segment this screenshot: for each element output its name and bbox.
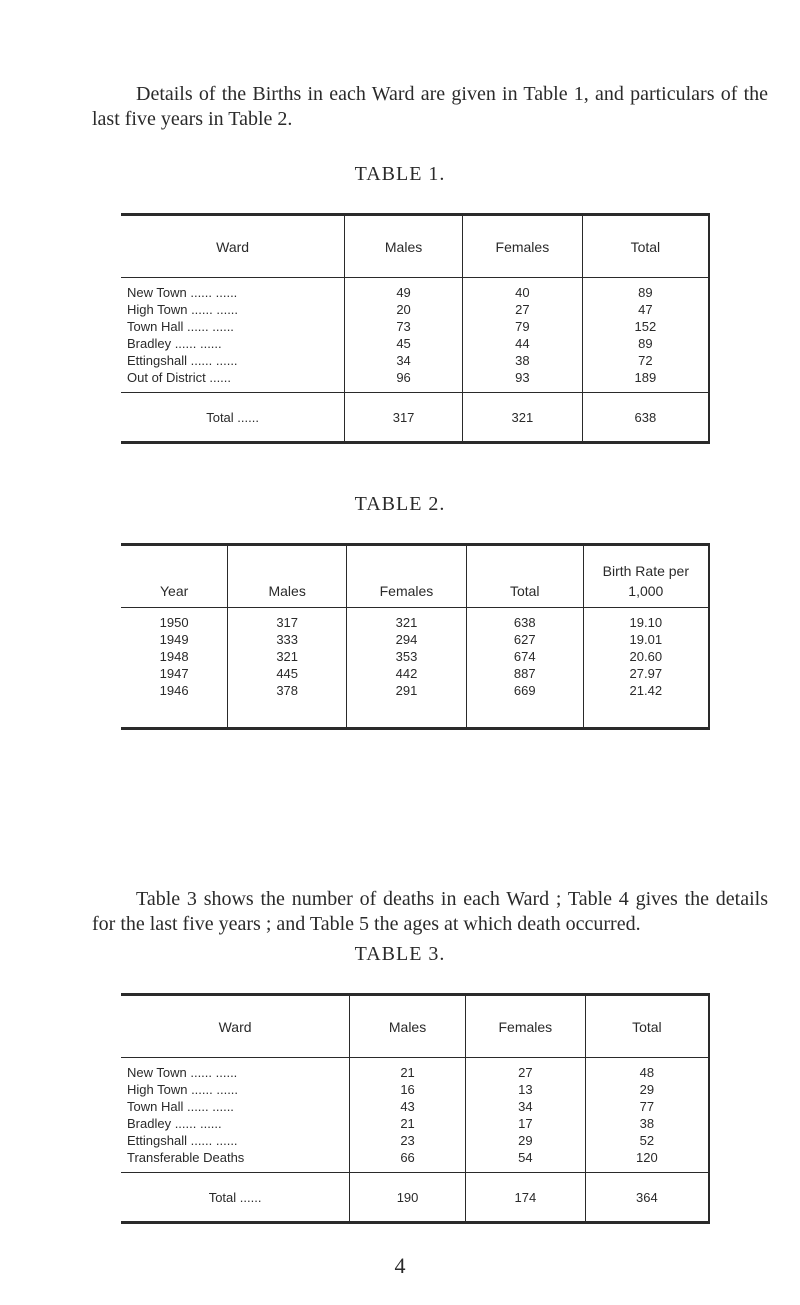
males-value: 49 — [345, 278, 463, 302]
males-value: 23 — [350, 1132, 466, 1149]
column-header-total: Total — [585, 995, 709, 1058]
deaths-paragraph: Table 3 shows the number of deaths in each Ward ; Table 4 gives the details for the last five years ; and Table 5 the ages at which death occurred. — [92, 888, 768, 935]
females-value: 44 — [462, 335, 582, 352]
females-value: 79 — [462, 318, 582, 335]
total-value: 89 — [582, 335, 709, 352]
ward-name: Transferable Deaths — [127, 1150, 245, 1165]
total-males: 190 — [350, 1173, 466, 1223]
table3-caption: TABLE 3. — [354, 943, 446, 965]
total-value: 887 — [466, 665, 583, 682]
column-header-ward: Ward — [121, 215, 345, 278]
males-value: 21 — [350, 1115, 466, 1132]
total-males: 317 — [345, 393, 463, 443]
ward-name: High Town ...... ...... — [127, 302, 239, 317]
females-value: 27 — [465, 1058, 585, 1082]
total-label: Total ...... — [121, 393, 345, 443]
total-females: 174 — [465, 1173, 585, 1223]
females-value: 291 — [347, 682, 467, 729]
females-value: 38 — [462, 352, 582, 369]
females-value: 294 — [347, 631, 467, 648]
males-value: 45 — [345, 335, 463, 352]
females-value: 54 — [465, 1149, 585, 1173]
total-row — [121, 1173, 709, 1223]
total-value: 38 — [585, 1115, 709, 1132]
males-value: 20 — [345, 301, 463, 318]
year-value: 1946 — [159, 683, 189, 698]
year-value: 1947 — [159, 666, 189, 681]
males-value: 16 — [350, 1081, 466, 1098]
column-header-total: Total — [582, 215, 709, 278]
ward-name: Town Hall ...... ...... — [127, 319, 234, 334]
females-value: 442 — [347, 665, 467, 682]
ward-name: New Town ...... ...... — [127, 1065, 238, 1080]
table-row — [121, 1098, 709, 1115]
total-value: 29 — [585, 1081, 709, 1098]
table1-caption: TABLE 1. — [354, 163, 446, 185]
ward-name: High Town ...... ...... — [127, 1082, 239, 1097]
total-value: 627 — [466, 631, 583, 648]
males-value: 73 — [345, 318, 463, 335]
males-value: 96 — [345, 369, 463, 393]
intro-paragraph: Details of the Births in each Ward are given in Table 1, and particulars of the last five years in Table 2. — [92, 83, 768, 130]
females-value: 17 — [465, 1115, 585, 1132]
females-value: 34 — [465, 1098, 585, 1115]
table-row — [121, 278, 709, 302]
column-header-males: Males — [228, 545, 347, 608]
females-value: 29 — [465, 1132, 585, 1149]
column-header-birth-rate: Birth Rate per 1,000 — [583, 545, 709, 608]
table-row — [121, 352, 709, 369]
ward-name: Out of District ...... — [127, 370, 232, 385]
total-value: 52 — [585, 1132, 709, 1149]
table3-deaths-by-ward — [121, 993, 710, 1224]
males-value: 66 — [350, 1149, 466, 1173]
total-row — [121, 393, 709, 443]
column-header-females: Females — [462, 215, 582, 278]
birth-rate-value: 27.97 — [583, 665, 709, 682]
ward-name: Ettingshall ...... ...... — [127, 353, 238, 368]
year-value: 1949 — [159, 632, 189, 647]
total-value: 89 — [582, 278, 709, 302]
total-value: 674 — [466, 648, 583, 665]
table1-births-by-ward — [121, 213, 710, 444]
total-label: Total ...... — [121, 1173, 350, 1223]
column-header-males: Males — [350, 995, 466, 1058]
table2-caption: TABLE 2. — [354, 493, 446, 515]
table-row — [121, 608, 709, 632]
column-header-females: Females — [347, 545, 467, 608]
females-value: 93 — [462, 369, 582, 393]
ward-name: Bradley ...... ...... — [127, 1116, 222, 1131]
year-value: 1950 — [159, 615, 189, 630]
table-row — [121, 1058, 709, 1082]
table-row — [121, 1115, 709, 1132]
females-value: 353 — [347, 648, 467, 665]
table-row — [121, 335, 709, 352]
males-value: 333 — [228, 631, 347, 648]
table-row — [121, 648, 709, 665]
total-value: 638 — [466, 608, 583, 632]
column-header-males: Males — [345, 215, 463, 278]
table-row — [121, 1132, 709, 1149]
column-header-total: Total — [466, 545, 583, 608]
birth-rate-value: 20.60 — [583, 648, 709, 665]
total-value: 47 — [582, 301, 709, 318]
total-value: 72 — [582, 352, 709, 369]
total-value: 77 — [585, 1098, 709, 1115]
table-row — [121, 301, 709, 318]
total-value: 152 — [582, 318, 709, 335]
ward-name: Ettingshall ...... ...... — [127, 1133, 238, 1148]
table-row — [121, 369, 709, 393]
table-row — [121, 631, 709, 648]
males-value: 378 — [228, 682, 347, 729]
grand-total: 364 — [585, 1173, 709, 1223]
birth-rate-value: 19.10 — [583, 608, 709, 632]
total-value: 189 — [582, 369, 709, 393]
females-value: 321 — [347, 608, 467, 632]
table-row — [121, 682, 709, 729]
column-header-year: Year — [121, 545, 228, 608]
ward-name: Town Hall ...... ...... — [127, 1099, 234, 1114]
females-value: 40 — [462, 278, 582, 302]
total-females: 321 — [462, 393, 582, 443]
table-row — [121, 1149, 709, 1173]
ward-name: New Town ...... ...... — [127, 285, 238, 300]
females-value: 27 — [462, 301, 582, 318]
grand-total: 638 — [582, 393, 709, 443]
page-number: 4 — [394, 1253, 406, 1278]
column-header-females: Females — [465, 995, 585, 1058]
year-value: 1948 — [159, 649, 189, 664]
table-row — [121, 1081, 709, 1098]
column-header-ward: Ward — [121, 995, 350, 1058]
total-value: 120 — [585, 1149, 709, 1173]
table2-births-by-year — [121, 543, 710, 730]
ward-name: Bradley ...... ...... — [127, 336, 222, 351]
birth-rate-value: 19.01 — [583, 631, 709, 648]
males-value: 445 — [228, 665, 347, 682]
birth-rate-value: 21.42 — [583, 682, 709, 729]
males-value: 317 — [228, 608, 347, 632]
table-row — [121, 665, 709, 682]
males-value: 321 — [228, 648, 347, 665]
males-value: 34 — [345, 352, 463, 369]
total-value: 669 — [466, 682, 583, 729]
males-value: 43 — [350, 1098, 466, 1115]
males-value: 21 — [350, 1058, 466, 1082]
total-value: 48 — [585, 1058, 709, 1082]
females-value: 13 — [465, 1081, 585, 1098]
table-row — [121, 318, 709, 335]
